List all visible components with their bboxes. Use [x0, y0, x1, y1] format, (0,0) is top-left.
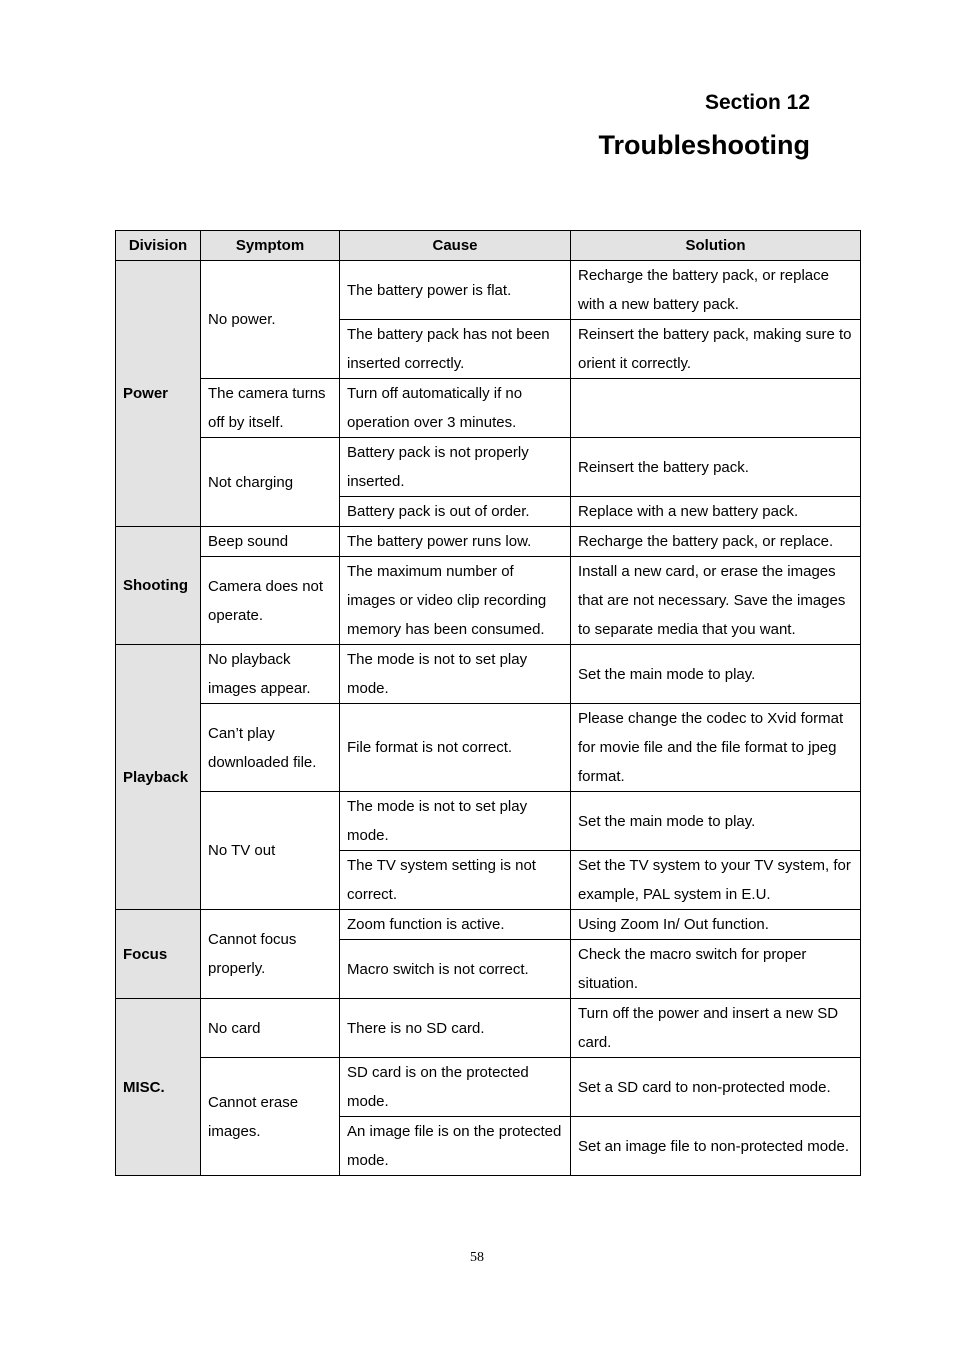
division-cell: Shooting [116, 527, 201, 645]
symptom-cell: The camera turns off by itself. [201, 379, 340, 438]
cause-cell: An image file is on the protected mode. [340, 1117, 571, 1176]
symptom-cell: Cannot erase images. [201, 1058, 340, 1176]
cause-cell: The battery power runs low. [340, 527, 571, 557]
cause-cell: The battery pack has not been inserted correctly. [340, 320, 571, 379]
column-header-cause: Cause [340, 231, 571, 261]
symptom-cell: Beep sound [201, 527, 340, 557]
table-row [116, 379, 861, 438]
table-row [116, 1058, 861, 1117]
cause-cell: The mode is not to set play mode. [340, 792, 571, 851]
solution-cell: Recharge the battery pack, or replace with a new battery pack. [571, 261, 861, 320]
solution-cell: Set the main mode to play. [571, 645, 861, 704]
cause-cell: The TV system setting is not correct. [340, 851, 571, 910]
division-cell: Power [116, 261, 201, 527]
solution-cell: Set the main mode to play. [571, 792, 861, 851]
page-title: Troubleshooting [598, 130, 810, 160]
page-number: 58 [470, 1250, 484, 1265]
solution-cell: Turn off the power and insert a new SD card. [571, 999, 861, 1058]
symptom-cell: Camera does not operate. [201, 557, 340, 645]
section-label: Section 12 [704, 91, 810, 114]
symptom-cell: No card [201, 999, 340, 1058]
column-header-solution: Solution [571, 231, 861, 261]
table-row [116, 557, 861, 645]
cause-cell: There is no SD card. [340, 999, 571, 1058]
table-row [116, 645, 861, 704]
solution-cell: Set an image file to non-protected mode. [571, 1117, 861, 1176]
troubleshooting-table [115, 230, 861, 1176]
division-cell: MISC. [116, 999, 201, 1176]
cause-cell: The mode is not to set play mode. [340, 645, 571, 704]
solution-cell: Check the macro switch for proper situation. [571, 940, 861, 999]
table-row [116, 438, 861, 497]
table-row [116, 792, 861, 851]
division-cell: Focus [116, 910, 201, 999]
table-body [116, 261, 861, 1176]
cause-cell: SD card is on the protected mode. [340, 1058, 571, 1117]
table-row [116, 999, 861, 1058]
column-header-symptom: Symptom [201, 231, 340, 261]
table-row [116, 527, 861, 557]
solution-cell: Reinsert the battery pack, making sure to orient it correctly. [571, 320, 861, 379]
solution-cell: Set the TV system to your TV system, for example, PAL system in E.U. [571, 851, 861, 910]
symptom-cell: Cannot focus properly. [201, 910, 340, 999]
cause-cell: Battery pack is not properly inserted. [340, 438, 571, 497]
symptom-cell: Can’t play downloaded file. [201, 704, 340, 792]
cause-cell: The maximum number of images or video clip recording memory has been consumed. [340, 557, 571, 645]
solution-cell [571, 379, 861, 438]
solution-cell: Reinsert the battery pack. [571, 438, 861, 497]
division-cell: Playback [116, 645, 201, 910]
symptom-cell: No playback images appear. [201, 645, 340, 704]
symptom-cell: No power. [201, 261, 340, 379]
solution-cell: Using Zoom In/ Out function. [571, 910, 861, 940]
symptom-cell: No TV out [201, 792, 340, 910]
table-row [116, 910, 861, 940]
column-header-division: Division [116, 231, 201, 261]
solution-cell: Recharge the battery pack, or replace. [571, 527, 861, 557]
table-row [116, 704, 861, 792]
solution-cell: Install a new card, or erase the images that are not necessary. Save the images to separate media that you want. [571, 557, 861, 645]
cause-cell: Zoom function is active. [340, 910, 571, 940]
table-row [116, 261, 861, 320]
cause-cell: The battery power is flat. [340, 261, 571, 320]
solution-cell: Set a SD card to non-protected mode. [571, 1058, 861, 1117]
table-header-row [116, 231, 861, 261]
solution-cell: Replace with a new battery pack. [571, 497, 861, 527]
cause-cell: Battery pack is out of order. [340, 497, 571, 527]
solution-cell: Please change the codec to Xvid format for movie file and the file format to jpeg format. [571, 704, 861, 792]
cause-cell: Macro switch is not correct. [340, 940, 571, 999]
cause-cell: File format is not correct. [340, 704, 571, 792]
cause-cell: Turn off automatically if no operation over 3 minutes. [340, 379, 571, 438]
symptom-cell: Not charging [201, 438, 340, 527]
